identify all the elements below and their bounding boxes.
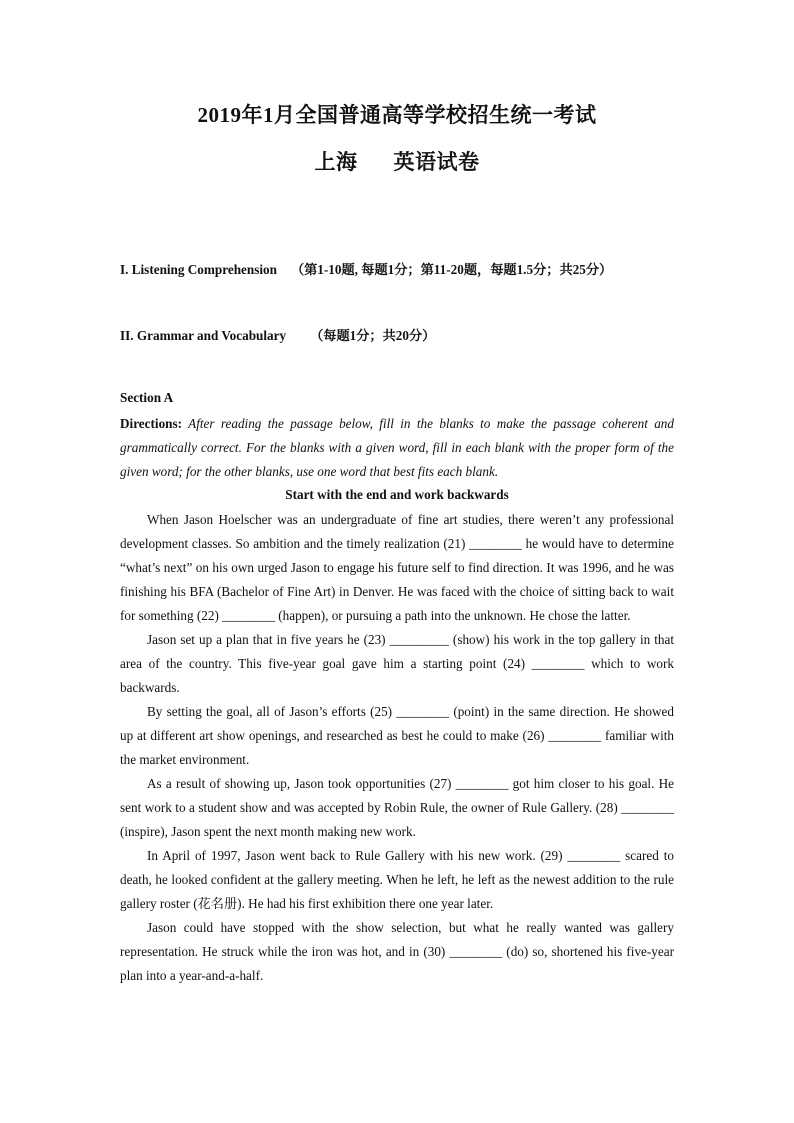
passage-paragraph: As a result of showing up, Jason took opportunities (27) ________ got him closer to his goal. He sent work to a student show and was accepted by Robin Rule, the owner of Rule Gallery. (28) ________ (inspire), Jason spent the next month making new work. [120,776,674,839]
passage-title: Start with the end and work backwards [285,487,509,502]
part2-heading: II. Grammar and Vocabulary [120,328,287,343]
part2-scoring-note: （每题1分；共20分） [310,328,436,343]
exam-subject: 英语试卷 [393,150,480,174]
exam-title: 2019年1月全国普通高等学校招生统一考试 [197,103,597,127]
passage-paragraph: Jason set up a plan that in five years he (23) _________ (show) his work in the top gallery in that area of the country. This five-year goal gave him a starting point (24) ________ which to work backwards. [120,632,674,695]
section-a-label: Section A [120,390,174,405]
passage [120,508,674,988]
passage-paragraph: In April of 1997, Jason went back to Rule Gallery with his new work. (29) ________ scared to death, he looked confident at the gallery meeting. When he left, he left as the newest addition to the rule gallery roster (花名册). He had his first exhibition there one year later. [120,848,674,911]
passage-paragraph: By setting the goal, all of Jason’s efforts (25) ________ (point) in the same direction. He showed up at different art show openings, and researched as best he could to make (26) ________ familiar with the market environment. [120,704,674,767]
directions-label: Directions: [120,416,183,431]
directions [120,412,674,484]
passage-paragraph: When Jason Hoelscher was an undergraduate of fine art studies, there weren’t any professional development classes. So ambition and the timely realization (21) ________ he would have to determine “what’s next” on his own urged Jason to engage his future self to find direction. It was 1996, and he was finishing his BFA (Bachelor of Fine Art) in Denver. He was faced with the choice of sitting back to wait for something (22) ________ (happen), or pursuing a path into the unknown. He chose the latter. [120,512,674,623]
part1-scoring-note: （第1-10题, 每题1分；第11-20题，每题1.5分；共25分） [290,262,613,277]
part1-heading-line [120,259,612,278]
directions-text: After reading the passage below, fill in the blanks to make the passage coherent and grammatically correct. For the blanks with a given word, fill in each blank with the proper form of the given word; for the other blanks, use one word that best fits each blank. [120,416,674,479]
exam-subtitle [0,146,794,176]
passage-paragraph: Jason could have stopped with the show selection, but what he really wanted was gallery representation. He struck while the iron was hot, and in (30) ________ (do) so, shortened his five-year plan into a year-and-a-half. [120,920,674,983]
part1-heading: I. Listening Comprehension [120,262,277,277]
exam-region: 上海 [314,150,358,174]
part2-heading-line [120,325,435,344]
